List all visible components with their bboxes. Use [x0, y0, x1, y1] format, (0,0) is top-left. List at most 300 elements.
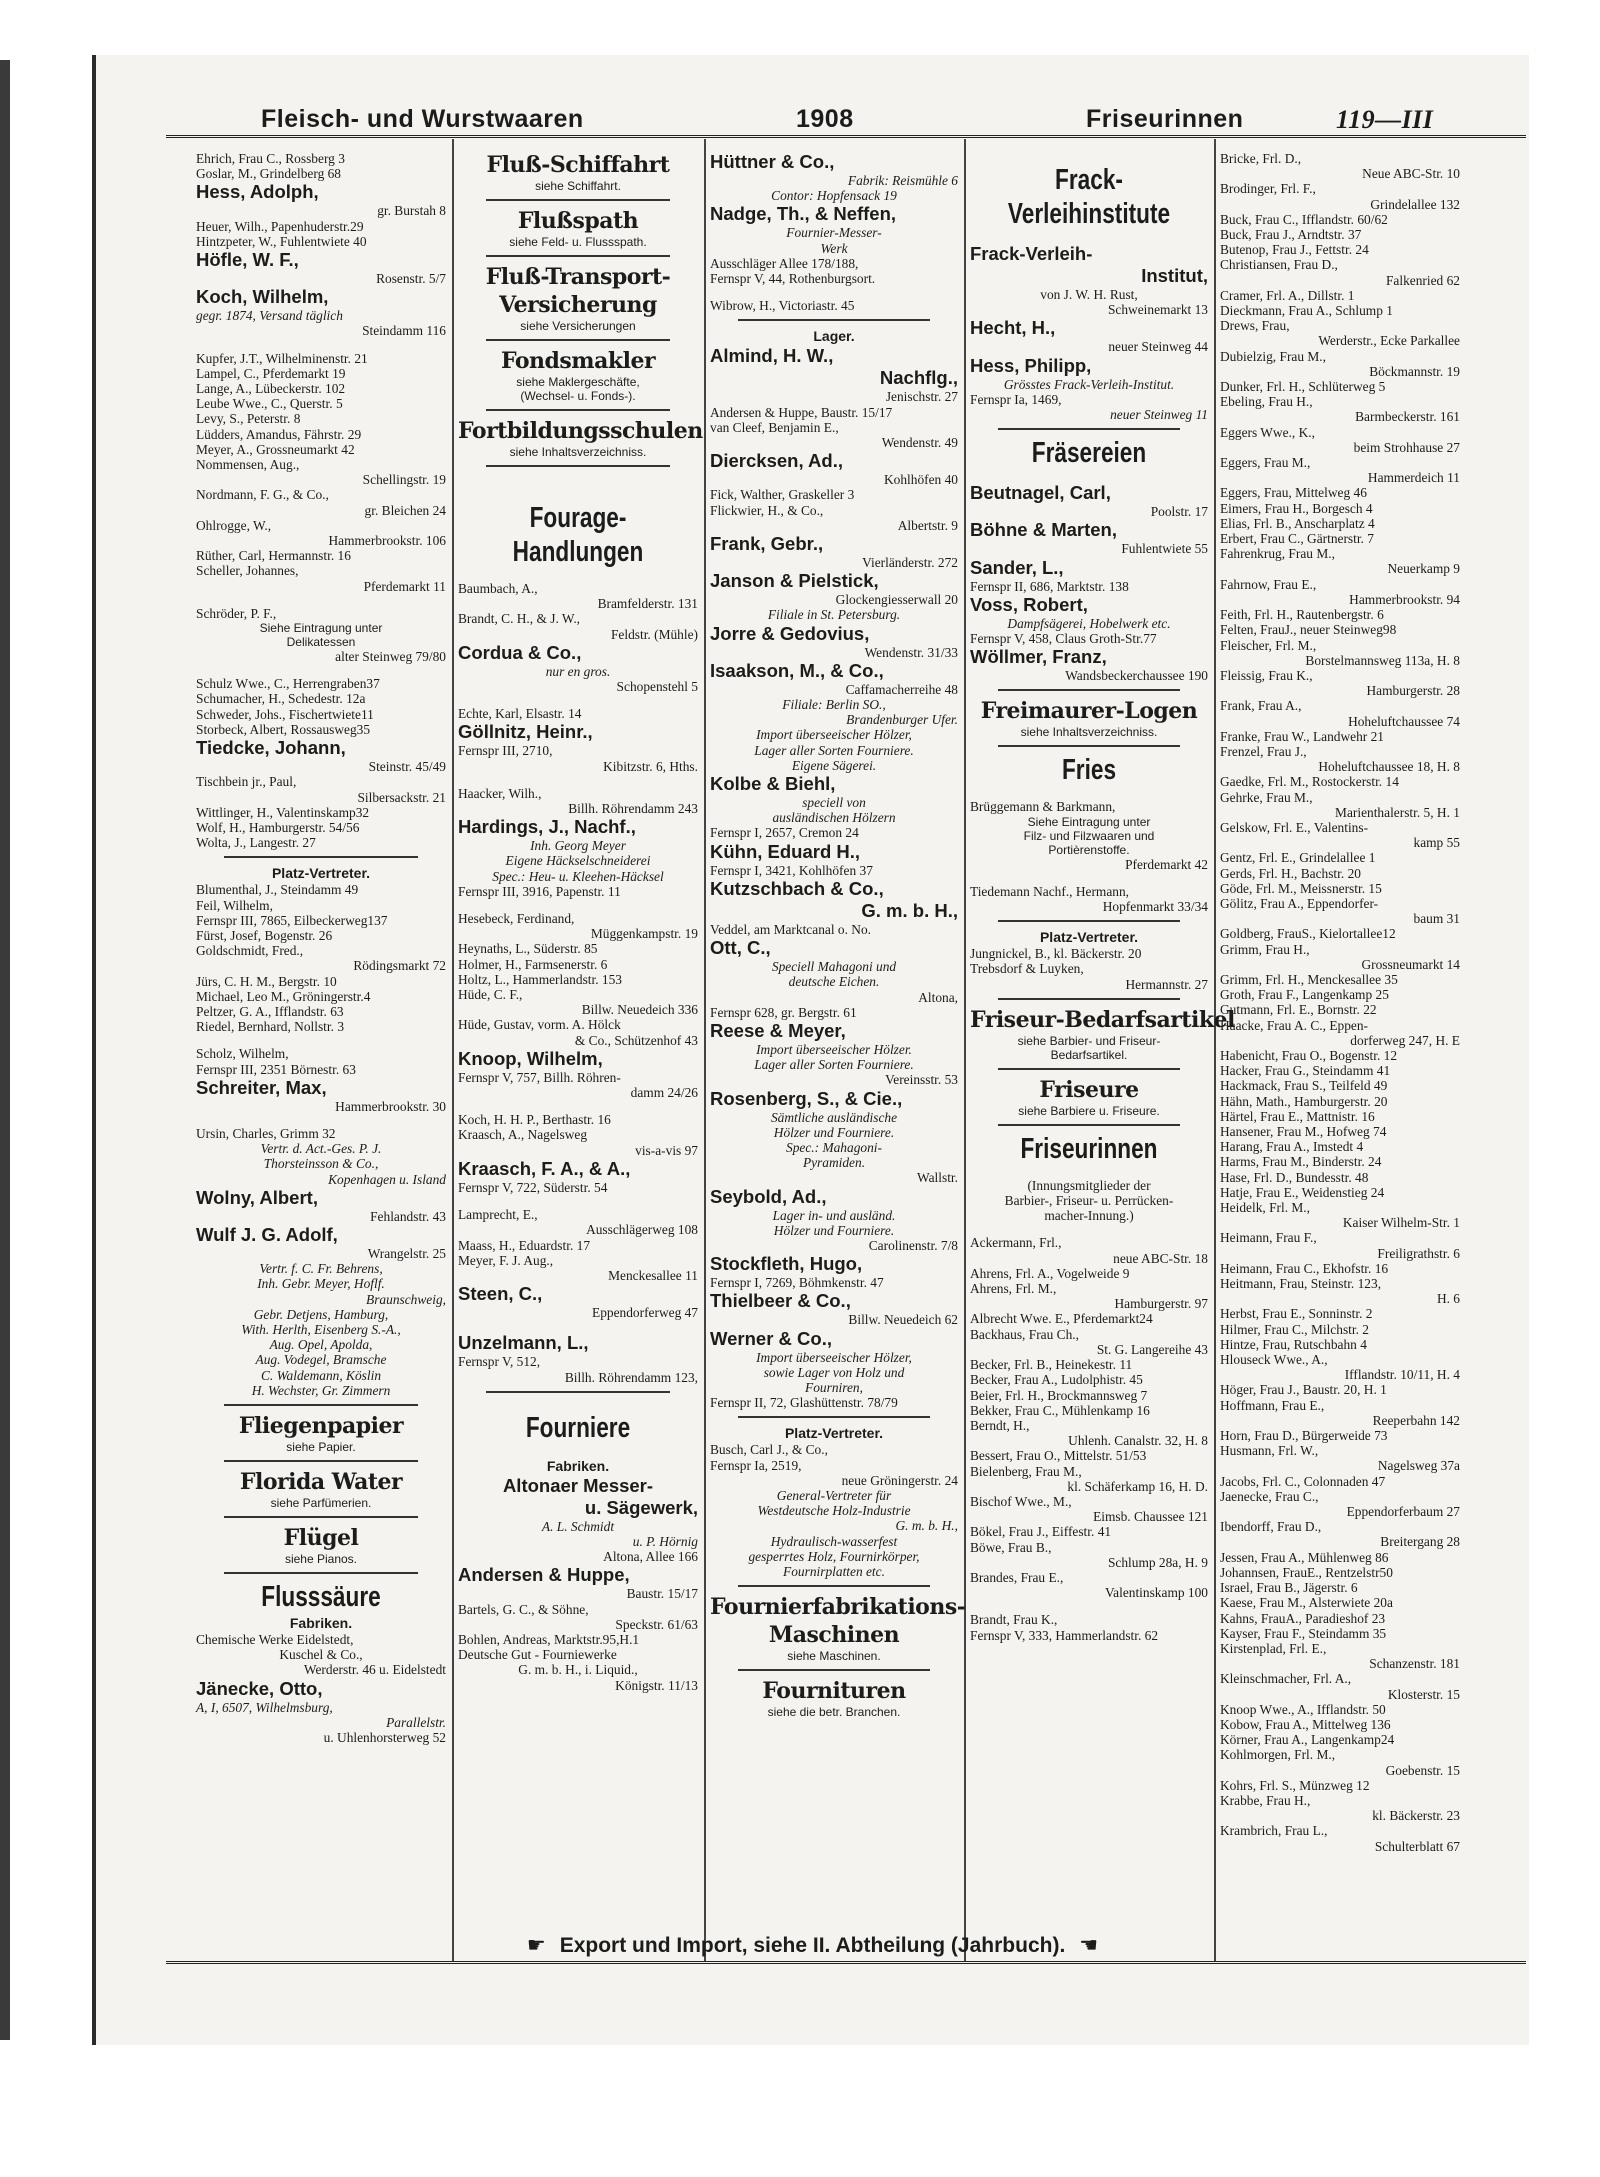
entry-line: gesperrtes Holz, Fournirkörper,: [748, 1548, 920, 1564]
category-heading: Fliegenpapier: [238, 1413, 404, 1439]
page-number: 119—III: [1336, 105, 1434, 134]
firm-name: Friseurinnen: [1020, 1132, 1158, 1165]
entry-line: Ausschläger Allee 178/188,: [710, 255, 859, 271]
entry-line: Eimsb. Chaussee 121: [1093, 1509, 1208, 1525]
section-rule: [998, 1124, 1180, 1126]
entry-line: dorferweg 247, H. E: [1350, 1032, 1460, 1048]
firm-name: Fräsereien: [1031, 437, 1147, 470]
entry-line: Knoop Wwe., A., Ifflandstr. 50: [1220, 1701, 1386, 1717]
entry-line: Hüde, Gustav, vorm. A. Hölck: [458, 1017, 621, 1033]
cross-reference: siehe die betr. Branchen.: [767, 1705, 901, 1720]
entry-line: Ursin, Charles, Grimm 32: [196, 1125, 336, 1141]
entry-line: Ifflandstr. 10/11, H. 4: [1344, 1367, 1460, 1383]
entry-line: Rüther, Carl, Hermannstr. 16: [196, 548, 351, 564]
cross-reference: siehe Maschinen.: [787, 1649, 881, 1664]
entry-line: Riedel, Bernhard, Nollstr. 3: [196, 1019, 345, 1035]
entry-line: Schopenstehl 5: [616, 679, 698, 695]
header-rule: [166, 135, 1526, 138]
firm-name: Verleihinstitute: [1007, 198, 1171, 230]
entry-line: Import überseeischer Hölzer.: [756, 1041, 912, 1057]
entry-line: Elias, Frl. B., Anscharplatz 4: [1220, 515, 1375, 531]
entry-line: Brandes, Frau E.,: [970, 1569, 1064, 1585]
firm-name: Stockfleth, Hugo,: [710, 1253, 863, 1275]
entry-line: Altona,: [918, 989, 958, 1005]
column-divider: [452, 139, 454, 1961]
entry-line: Becker, Frau A., Ludolphistr. 45: [970, 1372, 1143, 1388]
entry-line: Pferdemarkt 11: [363, 578, 446, 594]
entry-line: gr. Burstah 8: [377, 203, 446, 219]
entry-line: Jungnickel, B., kl. Bäckerstr. 20: [970, 946, 1142, 962]
entry-line: Ausschlägerweg 108: [586, 1222, 698, 1238]
category-heading: Florida Water: [239, 1469, 403, 1495]
firm-name: Nadge, Th., & Neffen,: [710, 203, 897, 225]
entry-line: beim Strohhause 27: [1353, 439, 1460, 455]
spacer: [196, 594, 446, 606]
entry-line: Vierländerstr. 272: [862, 555, 958, 571]
entry-line: Bartels, G. C., & Söhne,: [458, 1601, 589, 1617]
entry-line: Buck, Frau J., Arndtstr. 37: [1220, 227, 1362, 243]
entry-line: Hopfenmarkt 33/34: [1102, 899, 1208, 915]
entry-line: Heidelk, Frl. M.,: [1220, 1200, 1311, 1216]
entry-line: Gelskow, Frl. E., Valentins-: [1220, 819, 1369, 835]
entry-line: Schröder, P. F.,: [196, 605, 277, 621]
spacer: [458, 694, 698, 706]
entry-line: Kibitzstr. 6, Hths.: [603, 758, 698, 774]
entry-line: Hintze, Frau, Rutschbahn 4: [1220, 1336, 1367, 1352]
entry-line: Fernspr V, 333, Hammerlandstr. 62: [970, 1627, 1159, 1643]
entry-line: Hintzpeter, W., Fuhlentwiete 40: [196, 233, 367, 249]
entry-line: Gölitz, Frau A., Eppendorfer-: [1220, 895, 1379, 911]
firm-name: Hess, Adolph,: [196, 181, 319, 203]
entry-line: With. Herlth, Eisenberg S.-A.,: [241, 1321, 401, 1337]
entry-line: Werk: [820, 240, 848, 256]
entry-line: Feldstr. (Mühle): [610, 626, 698, 642]
entry-line: Kayser, Frau F., Steindamm 35: [1220, 1625, 1387, 1641]
entry-line: gegr. 1874, Versand täglich: [196, 308, 343, 324]
firm-name: Fries: [1061, 754, 1117, 787]
firm-name: Frack-: [1055, 164, 1123, 196]
entry-line: Feil, Wilhelm,: [196, 897, 273, 913]
entry-line: Fernspr Ia, 2519,: [710, 1457, 802, 1473]
entry-line: Fehlandstr. 43: [370, 1208, 446, 1224]
entry-line: Eppendorferweg 47: [592, 1305, 698, 1321]
entry-line: Jenischstr. 27: [885, 389, 958, 405]
entry-line: kamp 55: [1413, 835, 1460, 851]
entry-line: Fernspr V, 458, Claus Groth-Str.77: [970, 631, 1157, 647]
entry-line: Eigene Häckselschneiderei: [505, 853, 651, 869]
entry-line: Speciell Mahagoni und: [771, 959, 897, 975]
entry-line: Harms, Frau M., Binderstr. 24: [1220, 1154, 1382, 1170]
entry-line: Wallstr.: [917, 1170, 958, 1186]
column-1: [196, 151, 446, 1745]
entry-line: van Cleef, Benjamin E.,: [710, 419, 839, 435]
entry-line: Glockengiesserwall 20: [835, 592, 958, 608]
entry-line: Scheller, Johannes,: [196, 563, 299, 579]
entry-line: Kuschel & Co.,: [279, 1647, 363, 1663]
section-rule: [224, 1460, 418, 1462]
firm-name: Ott, C.,: [710, 937, 771, 959]
column-divider: [1214, 139, 1216, 1961]
entry-line: Nommensen, Aug.,: [196, 457, 300, 473]
entry-line: Fahrenkrug, Frau M.,: [1220, 546, 1335, 562]
entry-line: Hoffmann, Frau E.,: [1220, 1397, 1325, 1413]
entry-line: Veddel, am Marktcanal o. No.: [710, 921, 872, 937]
entry-line: Hydraulisch-wasserfest: [770, 1533, 898, 1549]
entry-line: Fuhlentwiete 55: [1121, 541, 1208, 557]
column-divider: [964, 139, 966, 1961]
entry-line: gr. Bleichen 24: [364, 502, 446, 518]
entry-line: Kirstenplad, Frl. E.,: [1220, 1640, 1327, 1656]
pointing-hand-icon: ☛: [526, 1934, 546, 1957]
entry-line: Kohlhöfen 40: [883, 472, 958, 488]
section-rule: [998, 428, 1180, 430]
entry-line: Kobow, Frau A., Mittelweg 136: [1220, 1716, 1391, 1732]
entry-line: Nagelsweg 37a: [1377, 1458, 1460, 1474]
entry-line: Bohlen, Andreas, Marktstr.95,H.1: [458, 1631, 640, 1647]
entry-line: Erbert, Frau C., Gärtnerstr. 7: [1220, 531, 1374, 547]
spacer: [970, 787, 1208, 799]
entry-line: Fernspr III, 3916, Papenstr. 11: [458, 883, 621, 899]
entry-line: Hesebeck, Ferdinand,: [458, 911, 575, 927]
entry-line: Fernspr V, 44, Rothenburgsort.: [710, 271, 876, 287]
entry-line: Steindamm 116: [362, 323, 446, 339]
entry-line: Fleissig, Frau K.,: [1220, 667, 1313, 683]
entry-line: Wandsbeckerchaussee 190: [1065, 668, 1208, 684]
entry-line: Ibendorff, Frau D.,: [1220, 1519, 1322, 1535]
entry-line: Hamburgerstr. 28: [1366, 683, 1460, 699]
entry-line: Lager aller Sorten Fourniere.: [754, 1057, 914, 1073]
entry-line: Ebeling, Frau H.,: [1220, 394, 1313, 410]
entry-line: Hackmack, Frau S., Teilfeld 49: [1220, 1078, 1388, 1094]
scan-edge: [0, 60, 10, 2040]
entry-line: Neue ABC-Str. 10: [1362, 166, 1460, 182]
cross-reference: siehe Schiffahrt.: [535, 179, 621, 193]
firm-name: Isaakson, M., & Co.,: [710, 659, 884, 681]
category-heading: Friseur-Bedarfsartikel: [970, 1006, 1235, 1033]
spacer: [970, 231, 1208, 243]
cross-reference: (Wechsel- u. Fonds-).: [520, 389, 636, 403]
entry-line: deutsche Eichen.: [788, 974, 880, 990]
entry-line: Wittlinger, H., Valentinskamp32: [196, 804, 370, 820]
entry-line: Eppendorferbaum 27: [1346, 1504, 1460, 1520]
entry-line: Brüggemann & Barkmann,: [970, 799, 1116, 815]
entry-line: Poolstr. 17: [1150, 504, 1208, 520]
entry-line: Hansener, Frau M., Hofweg 74: [1220, 1124, 1387, 1139]
entry-line: Lager aller Sorten Fourniere.: [754, 742, 914, 758]
entry-line: Harang, Frau A., Imstedt 4: [1220, 1139, 1364, 1155]
firm-name: Fourniere: [525, 1411, 631, 1444]
entry-line: & Co., Schützenhof 43: [574, 1032, 698, 1048]
entry-line: Steinstr. 45/49: [368, 759, 446, 775]
entry-line: Pyramiden.: [802, 1155, 866, 1171]
cross-reference: Delikatessen: [286, 635, 356, 650]
subheading: Platz-Vertreter.: [1039, 929, 1139, 946]
cross-reference: siehe Maklergeschäfte,: [516, 375, 640, 389]
entry-line: Bischof Wwe., M.,: [970, 1493, 1072, 1509]
entry-line: Lampel, C., Pferdemarkt 19: [196, 365, 346, 381]
entry-line: Christiansen, Frau D.,: [1220, 257, 1338, 273]
entry-line: St. G. Langereihe 43: [1096, 1341, 1208, 1357]
entry-line: H. 6: [1436, 1291, 1460, 1307]
cross-reference: Filz- und Filzwaaren und: [1023, 828, 1155, 843]
entry-line: Böwe, Frau B.,: [970, 1539, 1052, 1555]
entry-line: Ahrens, Frl. M.,: [970, 1281, 1057, 1297]
firm-name: u. Sägewerk,: [584, 1496, 698, 1518]
category-heading: Friseure: [1039, 1076, 1139, 1103]
entry-line: Hoheluftchaussee 74: [1348, 713, 1460, 729]
entry-line: Hammerbrookstr. 106: [328, 533, 446, 549]
entry-line: Bekker, Frau C., Mühlenkamp 16: [970, 1402, 1150, 1418]
firm-name: Kühn, Eduard H.,: [710, 840, 861, 862]
entry-line: Fernspr V, 757, Billh. Röhren-: [458, 1069, 621, 1085]
cross-reference: siehe Papier.: [286, 1440, 356, 1454]
entry-line: baum 31: [1413, 911, 1460, 927]
entry-line: Billw. Neuedeich 336: [581, 1002, 698, 1018]
entry-line: Dubielzig, Frau M.,: [1220, 348, 1326, 364]
entry-line: Tischbein jr., Paul,: [196, 774, 297, 790]
spacer: [458, 774, 698, 786]
entry-line: Kupfer, J.T., Wilhelminenstr. 21: [196, 350, 368, 366]
firm-name: Altonaer Messer-: [502, 1474, 654, 1496]
cross-reference: siehe Inhaltsverzeichniss.: [1020, 725, 1158, 740]
category-heading: Fournituren: [762, 1678, 906, 1705]
entry-line: Beier, Frl. H., Brockmannsweg 7: [970, 1387, 1148, 1403]
category-heading: Maschinen: [768, 1622, 900, 1649]
firm-name: Höfle, W. F.,: [196, 249, 299, 271]
entry-line: Cramer, Frl. A., Dillstr. 1: [1220, 287, 1355, 303]
entry-line: General-Vertreter für: [776, 1487, 892, 1503]
firm-name: Werner & Co.,: [710, 1327, 832, 1349]
entry-line: Braunschweig,: [366, 1291, 446, 1307]
footer-note: [96, 1933, 1529, 1958]
entry-line: Barbier-, Friseur- u. Perrücken-: [1004, 1193, 1174, 1209]
entry-line: Fernspr II, 686, Marktstr. 138: [970, 578, 1129, 594]
entry-line: Meyer, A., Grossneumarkt 42: [196, 441, 355, 457]
entry-line: Horn, Frau D., Bürgerweide 73: [1220, 1428, 1388, 1444]
firm-name: Wulf J. G. Adolf,: [196, 1223, 338, 1245]
entry-line: Kohrs, Frl. S., Münzweg 12: [1220, 1777, 1370, 1793]
category-heading: Fluß-Schiffahrt: [486, 152, 670, 178]
cross-reference: siehe Inhaltsverzeichniss.: [509, 445, 647, 459]
spacer: [458, 473, 698, 501]
section-rule: [224, 856, 418, 858]
firm-name: Rosenberg, S., & Cie.,: [710, 1087, 903, 1109]
entry-line: Busch, Carl J., & Co.,: [710, 1442, 828, 1458]
entry-line: Gehrke, Frau M.,: [1220, 789, 1313, 805]
cross-reference: siehe Barbiere u. Friseure.: [1018, 1103, 1160, 1118]
spacer: [970, 1223, 1208, 1235]
entry-line: Hüde, C. F.,: [458, 987, 523, 1003]
entry-line: Müggenkampstr. 19: [590, 926, 698, 942]
entry-line: Trebsdorf & Luyken,: [970, 961, 1084, 977]
column-2: [458, 151, 703, 1693]
entry-line: Scholz, Wilhelm,: [196, 1046, 289, 1062]
entry-line: Fernspr III, 7865, Eilbeckerweg137: [196, 912, 388, 928]
entry-line: macher-Innung.): [1044, 1208, 1134, 1224]
entry-line: Lager in- und ausländ.: [772, 1207, 896, 1223]
entry-line: Hatje, Frau E., Weidenstieg 24: [1220, 1184, 1385, 1200]
entry-line: Goebenstr. 15: [1385, 1762, 1460, 1778]
entry-line: Spec.: Heu- u. Kleehen-Häcksel: [492, 868, 664, 884]
entry-line: Grindelallee 132: [1370, 196, 1460, 212]
entry-line: Husmann, Frl. W.,: [1220, 1443, 1319, 1459]
entry-line: Nordmann, F. G., & Co.,: [196, 487, 329, 503]
entry-line: Gentz, Frl. E., Grindelallee 1: [1220, 850, 1376, 866]
firm-name: Kraasch, F. A., & A.,: [458, 1157, 631, 1179]
firm-name: Tiedcke, Johann,: [196, 737, 346, 759]
entry-line: Johannsen, FrauE., Rentzelstr50: [1220, 1564, 1393, 1580]
section-rule: [998, 998, 1180, 1000]
entry-line: Fournirplatten etc.: [783, 1563, 885, 1579]
entry-line: Kaese, Frau M., Alsterwiete 20a: [1220, 1595, 1393, 1611]
firm-name: Beutnagel, Carl,: [970, 482, 1111, 504]
entry-line: Breitergang 28: [1380, 1534, 1460, 1550]
entry-line: Brandt, C. H., & J. W.,: [458, 611, 581, 627]
entry-line: Flickwier, H., & Co.,: [710, 502, 824, 518]
entry-line: Blumenthal, J., Steindamm 49: [196, 882, 359, 898]
firm-name: Koch, Wilhelm,: [196, 286, 329, 308]
entry-line: Wolf, H., Hamburgerstr. 54/56: [196, 819, 360, 835]
entry-line: Baustr. 15/17: [626, 1586, 698, 1602]
entry-line: Fernspr I, 2657, Cremon 24: [710, 825, 859, 841]
entry-line: Wendenstr. 49: [881, 435, 958, 451]
entry-line: Gerds, Frl. H., Bachstr. 20: [1220, 865, 1361, 881]
entry-line: Bramfelderstr. 131: [597, 596, 698, 612]
entry-line: A. L. Schmidt: [541, 1518, 615, 1534]
entry-line: Grossneumarkt 14: [1361, 956, 1460, 972]
spacer: [710, 286, 958, 298]
entry-line: Vertr. f. C. Fr. Behrens,: [259, 1261, 383, 1277]
entry-line: Hoheluftchaussee 18, H. 8: [1318, 759, 1460, 775]
section-rule: [998, 745, 1180, 747]
entry-line: G. m. b. H.,: [895, 1518, 958, 1534]
entry-line: Leube Wwe., C., Querstr. 5: [196, 396, 343, 412]
header-year: 1908: [796, 105, 854, 133]
entry-line: Goldberg, FrauS., Kielortallee12: [1220, 926, 1396, 942]
entry-line: Carolinenstr. 7/8: [868, 1237, 958, 1253]
firm-name: Thielbeer & Co.,: [710, 1290, 851, 1312]
spacer: [970, 470, 1208, 482]
header-left: Fleisch- und Wurstwaaren: [261, 105, 584, 133]
entry-line: Eggers Wwe., K.,: [1220, 424, 1315, 440]
entry-line: Billh. Röhrendamm 123,: [564, 1369, 698, 1385]
entry-line: Becker, Frl. B., Heinekestr. 11: [970, 1357, 1133, 1373]
entry-line: Hase, Frl. D., Bundesstr. 48: [1220, 1169, 1369, 1185]
entry-line: Falkenried 62: [1385, 272, 1460, 288]
category-heading: Fluß-Transport-: [485, 264, 671, 290]
entry-line: Kleinschmacher, Frl. A.,: [1220, 1671, 1352, 1687]
entry-line: Brandenburger Ufer.: [846, 712, 958, 728]
entry-line: Goldschmidt, Fred.,: [196, 943, 304, 959]
section-rule: [998, 1068, 1180, 1070]
entry-line: Wrangelstr. 25: [367, 1245, 446, 1261]
entry-line: Buck, Frau C., Ifflandstr. 60/62: [1220, 211, 1388, 227]
entry-line: neue ABC-Str. 18: [1113, 1250, 1208, 1266]
section-rule: [486, 409, 670, 411]
firm-name: Andersen & Huppe,: [458, 1564, 630, 1586]
entry-line: Gebr. Detjens, Hamburg,: [253, 1306, 389, 1322]
entry-line: Contor: Hopfensack 19: [771, 188, 897, 204]
entry-line: Aug. Opel, Apolda,: [269, 1337, 373, 1353]
entry-line: Hähn, Math., Hamburgerstr. 20: [1220, 1093, 1388, 1109]
entry-line: Frenzel, Frau J.,: [1220, 743, 1307, 759]
section-rule: [738, 1585, 930, 1587]
entry-line: Härtel, Frau E., Mattnistr. 16: [1220, 1108, 1375, 1124]
cross-reference: siehe Parfümerien.: [270, 1496, 372, 1510]
entry-line: Fick, Walther, Graskeller 3: [710, 487, 855, 503]
entry-line: Holmer, H., Farmsenerstr. 6: [458, 956, 608, 972]
entry-line: Peltzer, G. A., Ifflandstr. 63: [196, 1003, 344, 1019]
entry-line: Reeperbahn 142: [1372, 1412, 1460, 1428]
section-rule: [486, 199, 670, 201]
cross-reference: siehe Pianos.: [284, 1552, 358, 1566]
entry-line: Grimm, Frau H.,: [1220, 941, 1310, 957]
entry-line: Pferdemarkt 42: [1125, 856, 1208, 872]
entry-line: Jacobs, Frl. C., Colonnaden 47: [1220, 1473, 1386, 1489]
entry-line: Hacker, Frau G., Steindamm 41: [1220, 1063, 1391, 1079]
entry-line: Herbst, Frau E., Sonninstr. 2: [1220, 1306, 1373, 1322]
entry-line: Baumbach, A.,: [458, 581, 538, 596]
spacer: [970, 1166, 1208, 1178]
category-heading: Versicherung: [499, 292, 657, 318]
entry-line: Schumacher, H., Schedestr. 12a: [196, 691, 366, 707]
entry-line: Grimm, Frl. H., Menckesallee 35: [1220, 971, 1398, 987]
entry-line: vis-a-vis 97: [635, 1142, 698, 1158]
entry-line: Königstr. 11/13: [615, 1677, 698, 1693]
entry-line: Neuerkamp 9: [1387, 561, 1460, 577]
category-heading: Flußspath: [517, 208, 639, 234]
firm-name: Hecht, H.,: [970, 317, 1056, 339]
entry-line: Uhlenh. Canalstr. 32, H. 8: [1068, 1433, 1208, 1449]
entry-line: Schulterblatt 67: [1374, 1838, 1460, 1854]
entry-line: H. Wechster, Gr. Zimmern: [251, 1382, 391, 1398]
entry-line: Hlouseck Wwe., A.,: [1220, 1352, 1328, 1368]
cross-reference: siehe Feld- u. Flussspath.: [509, 235, 647, 249]
entry-line: Menckesallee 11: [608, 1267, 698, 1283]
firm-name: Knoop, Wilhelm,: [458, 1047, 603, 1069]
entry-line: Billw. Neuedeich 62: [848, 1312, 958, 1328]
entry-line: Vereinsstr. 53: [885, 1072, 958, 1088]
entry-line: Eigene Sägerei.: [791, 757, 877, 773]
header-right-title: Friseurinnen: [1086, 105, 1244, 133]
entry-line: Import überseeischer Hölzer,: [756, 727, 912, 743]
entry-line: Speckstr. 61/63: [615, 1616, 698, 1632]
entry-line: Inh. Gebr. Meyer, Hoflf.: [257, 1276, 385, 1292]
spacer: [970, 1600, 1208, 1612]
entry-line: Koch, H. H. P., Berthastr. 16: [458, 1112, 611, 1128]
footer-rule: [166, 1961, 1526, 1964]
category-heading: Fournierfabrikations-: [710, 1594, 966, 1621]
entry-line: Hilmer, Frau C., Milchstr. 2: [1220, 1321, 1369, 1337]
firm-name: Kutzschbach & Co.,: [710, 877, 884, 899]
entry-line: Ahrens, Frl. A., Vogelweide 9: [970, 1265, 1130, 1281]
entry-line: neuer Steinweg 11: [1110, 407, 1208, 423]
entry-line: C. Waldemann, Köslin: [260, 1367, 382, 1383]
category-heading: Fortbildungsschulen: [458, 418, 703, 444]
entry-line: Levy, S., Peterstr. 8: [196, 411, 301, 427]
entry-line: Fernspr V, 722, Süderstr. 54: [458, 1179, 608, 1195]
entry-line: Kaiser Wilhelm-Str. 1: [1342, 1215, 1460, 1231]
spacer: [458, 1195, 698, 1207]
spacer: [196, 664, 446, 676]
spacer: [458, 1399, 698, 1411]
firm-name: Handlungen: [512, 536, 644, 568]
directory-page: [92, 55, 1529, 2045]
entry-line: Ohlrogge, W.,: [196, 517, 272, 533]
entry-line: Rosenstr. 5/7: [376, 271, 446, 287]
entry-line: Fahrnow, Frau E.,: [1220, 576, 1317, 592]
entry-line: Hölzer und Fourniere.: [773, 1222, 895, 1238]
